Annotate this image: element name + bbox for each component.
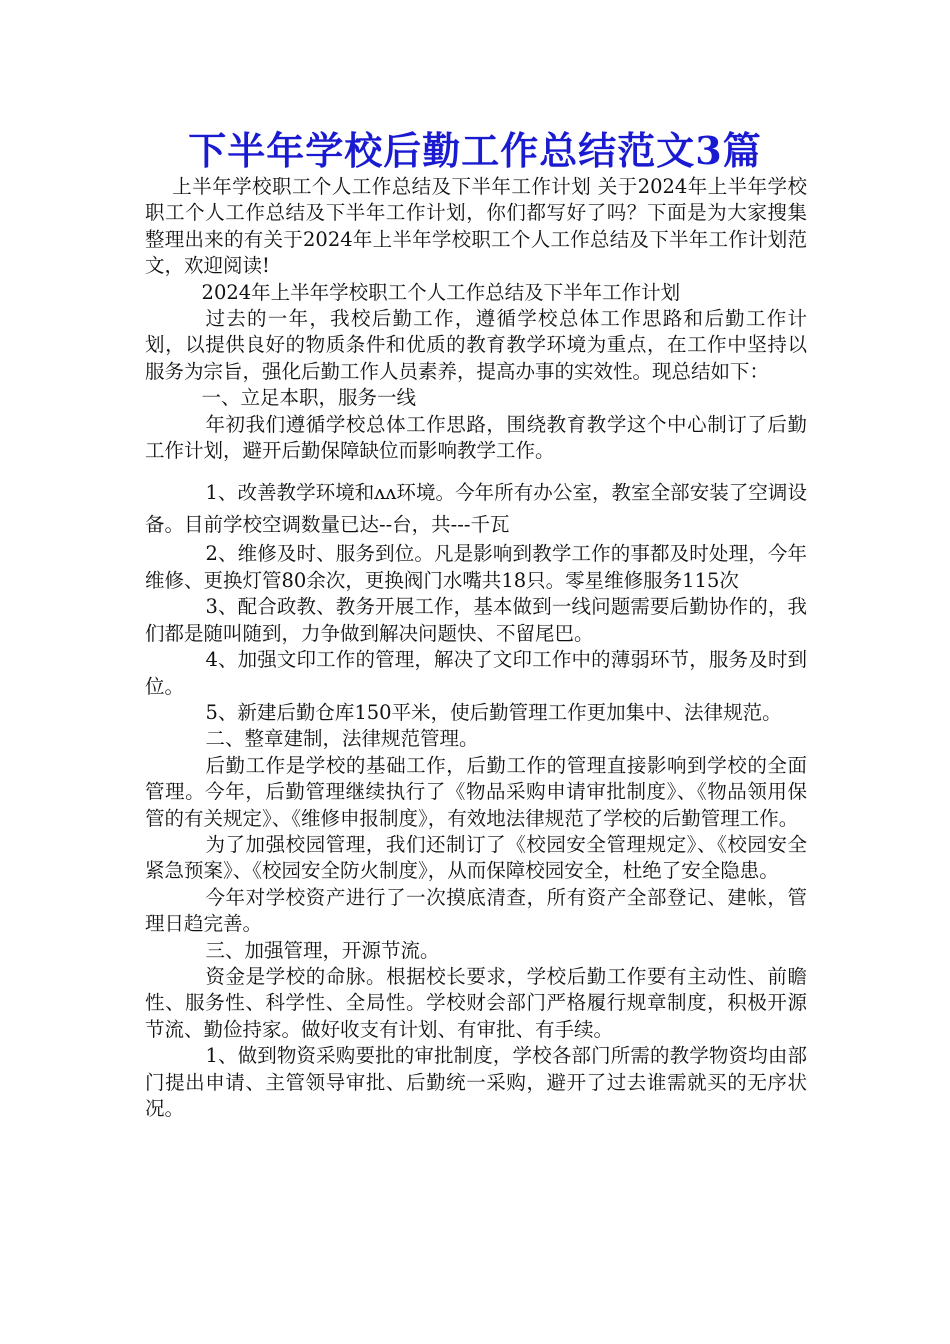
document-body bbox=[145, 174, 807, 1122]
section-2-paragraph-2: 为了加强校园管理，我们还制订了《校园安全管理规定》、《校园安全紧急预案》、《校园安全防火制度》，从而保障校园安全，杜绝了安全隐患。 bbox=[145, 832, 807, 883]
section-2-paragraph-3: 今年对学校资产进行了一次摸底清查，所有资产全部登记、建帐，管理日趋完善。 bbox=[145, 885, 807, 936]
section-heading-1: 一、立足本职，服务一线 bbox=[201, 386, 417, 410]
item-4-paragraph: 4、加强文印工作的管理，解决了文印工作中的薄弱环节，服务及时到位。 bbox=[145, 648, 807, 698]
document-title: 下半年学校后勤工作总结范文3篇 bbox=[188, 128, 762, 173]
section-heading-3: 三、加强管理，开源节流。 bbox=[205, 938, 440, 962]
section-heading-2: 二、整章建制，法律规范管理。 bbox=[205, 727, 479, 751]
item-2-paragraph: 2、维修及时、服务到位。凡是影响到教学工作的事都及时处理，今年维修、更换灯管80余次，更换阀门水嘴共18只。零星维修服务115次 bbox=[145, 542, 807, 592]
section-3-item-1-paragraph: 1、做到物资采购要批的审批制度，学校各部门所需的教学物资均由部门提出申请、主管领导审批、后勤统一采购，避开了过去谁需就买的无序状况。 bbox=[145, 1044, 807, 1120]
summary-paragraph: 过去的一年，我校后勤工作，遵循学校总体工作思路和后勤工作计划，以提供良好的物质条件和优质的教育教学环境为重点，在工作中坚持以服务为宗旨，强化后勤工作人员素养，提高办事的实效性。现总结如下： bbox=[145, 307, 807, 383]
item-3-paragraph: 3、配合政教、教务开展工作，基本做到一线问题需要后勤协作的，我们都是随叫随到，力争做到解决问题快、不留尾巴。 bbox=[145, 595, 807, 645]
intro-paragraph: 上半年学校职工个人工作总结及下半年工作计划 关于2024年上半年学校职工个人工作总结及下半年工作计划，你们都写好了吗？下面是为大家搜集整理出来的有关于2024年上半年学校职工个人工作总结及下半年工作计划范文，欢迎阅读! bbox=[145, 175, 807, 278]
section-2-paragraph-1: 后勤工作是学校的基础工作，后勤工作的管理直接影响到学校的全面管理。今年，后勤管理继续执行了《物品采购申请审批制度》、《物品领用保管的有关规定》、《维修申报制度》，有效地法律规范了学校的后勤管理工作。 bbox=[145, 753, 807, 830]
section-1-paragraph: 年初我们遵循学校总体工作思路，围绕教育教学这个中心制订了后勤工作计划，避开后勤保障缺位而影响教学工作。 bbox=[145, 412, 807, 463]
item-1-paragraph: 1、改善教学环境和ʌʌ环境。今年所有办公室，教室全部安装了空调设备。目前学校空调数量已达--台，共---千瓦 bbox=[145, 481, 807, 537]
section-3-paragraph-1: 资金是学校的命脉。根据校长要求，学校后勤工作要有主动性、前瞻性、服务性、科学性、全局性。学校财会部门严格履行规章制度，积极开源节流、勤俭持家。做好收支有计划、有审批、有手续。 bbox=[145, 964, 807, 1041]
subtitle-paragraph: 2024年上半年学校职工个人工作总结及下半年工作计划 bbox=[201, 280, 681, 304]
item-5-paragraph: 5、新建后勤仓库150平米，使后勤管理工作更加集中、法律规范。 bbox=[205, 700, 782, 724]
